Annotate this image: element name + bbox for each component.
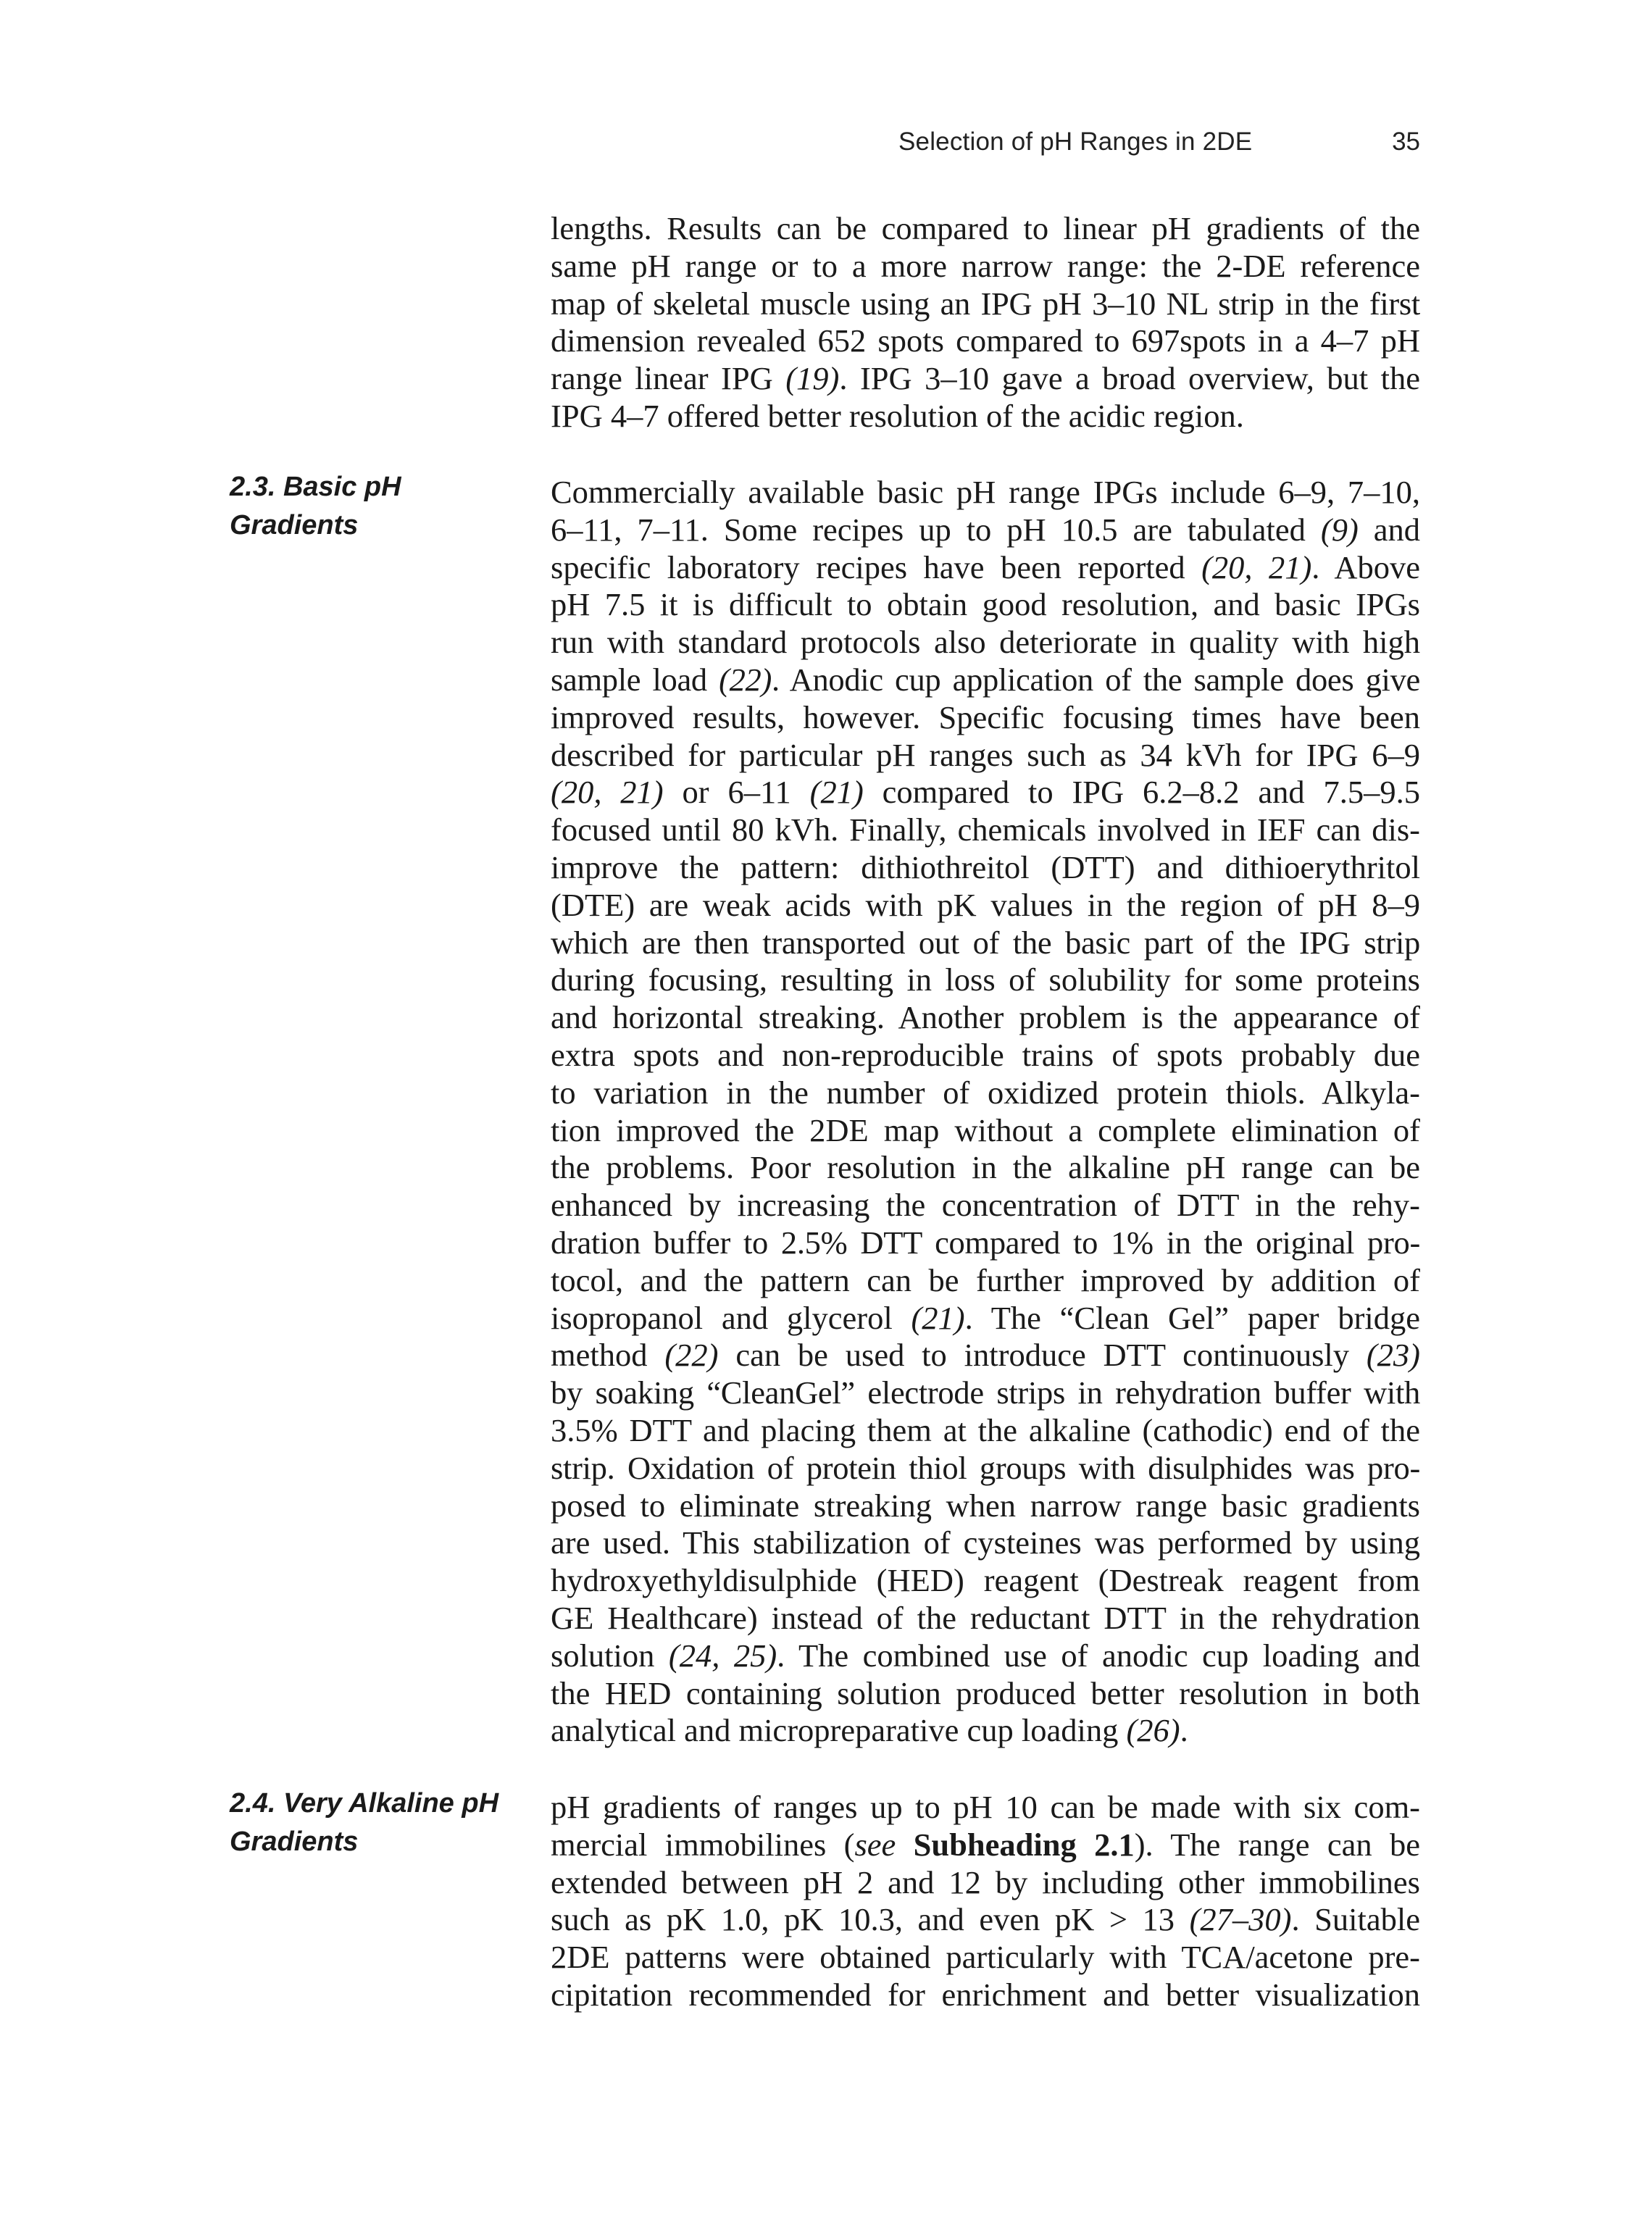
text-line: pH 7.5 it is difficult to obtain good resolution, and basic IPGs — [551, 586, 1420, 623]
text-line: the problems. Poor resolution in the alkaline pH range can be — [551, 1149, 1420, 1186]
heading-line: Gradients — [230, 510, 359, 540]
text-line: such as pK 1.0, pK 10.3, and even pK > 13 (27–30). Suitable — [551, 1901, 1420, 1938]
paragraph-basic-ph — [551, 474, 1420, 1750]
citation: (21) — [809, 774, 864, 811]
text-line: lengths. Results can be compared to linear pH gradients of the — [551, 210, 1420, 246]
text-line: tocol, and the pattern can be further improved by addition of — [551, 1261, 1420, 1298]
text-line: method (22) can be used to introduce DTT continuously (23) — [551, 1337, 1420, 1374]
paragraph-continuation — [551, 210, 1420, 435]
text-line: during focusing, resulting in loss of solubility for some proteins — [551, 961, 1420, 998]
citation: (9) — [1320, 511, 1359, 548]
text-line: focused until 80 kVh. Finally, chemicals involved in IEF can dis- — [551, 811, 1420, 848]
text-line: isopropanol and glycerol (21). The “Clean Gel” paper bridge — [551, 1299, 1420, 1336]
text-line: which are then transported out of the basic part of the IPG strip — [551, 924, 1420, 961]
citation: (22) — [719, 661, 772, 698]
heading-line: 2.4. Very Alkaline pH — [230, 1788, 499, 1819]
citation: (19) — [785, 360, 840, 397]
text-line: GE Healthcare) instead of the reductant DTT in the rehydration — [551, 1599, 1420, 1636]
text-line: dimension revealed 652 spots compared to 697spots in a 4–7 pH — [551, 322, 1420, 359]
section-heading-2-3 — [230, 468, 534, 545]
text-line: by soaking “CleanGel” electrode strips in rehydration buffer with — [551, 1374, 1420, 1411]
text-line: hydroxyethyldisulphide (HED) reagent (Destreak reagent from — [551, 1562, 1420, 1599]
heading-line: 2.3. Basic pH — [230, 472, 401, 502]
text-line: posed to eliminate streaking when narrow range basic gradients — [551, 1487, 1420, 1524]
text-line: analytical and micropreparative cup loading (26). — [551, 1712, 1188, 1749]
text-line: run with standard protocols also deteriorate in quality with high — [551, 624, 1420, 661]
text-line: described for particular pH ranges such as 34 kVh for IPG 6–9 — [551, 736, 1420, 773]
text-line: (DTE) are weak acids with pK values in the region of pH 8–9 — [551, 886, 1420, 923]
text-line: the HED containing solution produced better resolution in both — [551, 1674, 1420, 1711]
paragraph-very-alkaline — [551, 1789, 1420, 2014]
text-line: range linear IPG (19). IPG 3–10 gave a broad overview, but the — [551, 360, 1421, 397]
see-word: see — [854, 1826, 896, 1863]
text-line: mercial immobilines (see Subheading 2.1). The range can be — [551, 1826, 1421, 1863]
citation: (24, 25) — [668, 1637, 777, 1674]
text-line: 6–11, 7–11. Some recipes up to pH 10.5 are tabulated (9) and — [551, 511, 1420, 548]
subheading-reference[interactable]: Subheading 2.1 — [913, 1826, 1135, 1863]
text-line: cipitation recommended for enrichment and better visualization — [551, 1976, 1420, 2013]
text-line: extra spots and non-reproducible trains of spots probably due — [551, 1036, 1420, 1073]
text-line: (20, 21) or 6–11 (21) compared to IPG 6.2–8.2 and 7.5–9.5 — [551, 774, 1420, 811]
text-line: enhanced by increasing the concentration of DTT in the rehy- — [551, 1187, 1420, 1224]
text-line: 3.5% DTT and placing them at the alkaline (cathodic) end of the — [551, 1411, 1420, 1448]
citation: (21) — [911, 1299, 965, 1336]
running-header — [898, 128, 1420, 156]
text-line: IPG 4–7 offered better resolution of the acidic region. — [551, 397, 1244, 434]
text-line: improve the pattern: dithiothreitol (DTT) and dithioerythritol — [551, 848, 1420, 885]
citation: (20, 21) — [1201, 548, 1312, 585]
text-line: 2DE patterns were obtained particularly with TCA/acetone pre- — [551, 1939, 1420, 1976]
citation: (23) — [1366, 1337, 1420, 1374]
heading-line: Gradients — [230, 1827, 359, 1857]
text-line: Commercially available basic pH range IPGs include 6–9, 7–10, — [551, 474, 1420, 510]
text-line: same pH range or to a more narrow range: the 2-DE reference — [551, 247, 1420, 284]
text-line: improved results, however. Specific focusing times have been — [551, 698, 1420, 735]
text-line: are used. This stabilization of cysteines was performed by using — [551, 1524, 1420, 1561]
text-line: pH gradients of ranges up to pH 10 can be made with six com- — [551, 1789, 1420, 1825]
citation: (20, 21) — [551, 774, 664, 811]
citation: (26) — [1126, 1712, 1180, 1749]
text-line: extended between pH 2 and 12 by including other immobilines — [551, 1863, 1420, 1900]
citation: (27–30) — [1189, 1901, 1292, 1938]
citation: (22) — [664, 1337, 719, 1374]
section-heading-2-4 — [230, 1784, 534, 1861]
text-line: map of skeletal muscle using an IPG pH 3–10 NL strip in the first — [551, 285, 1420, 322]
page-number: 35 — [1392, 128, 1420, 156]
text-line: specific laboratory recipes have been reported (20, 21). Above — [551, 548, 1421, 585]
text-line: and horizontal streaking. Another problem is the appearance of — [551, 999, 1420, 1036]
text-line: to variation in the number of oxidized protein thiols. Alkyla- — [551, 1074, 1420, 1111]
running-title: Selection of pH Ranges in 2DE — [898, 128, 1253, 156]
text-line: sample load (22). Anodic cup application of the sample does give — [551, 661, 1420, 698]
text-line: solution (24, 25). The combined use of anodic cup loading and — [551, 1637, 1420, 1674]
text-line: tion improved the 2DE map without a complete elimination of — [551, 1111, 1420, 1148]
text-line: strip. Oxidation of protein thiol groups with disulphides was pro- — [551, 1449, 1420, 1486]
text-line: dration buffer to 2.5% DTT compared to 1% in the original pro- — [551, 1224, 1420, 1261]
